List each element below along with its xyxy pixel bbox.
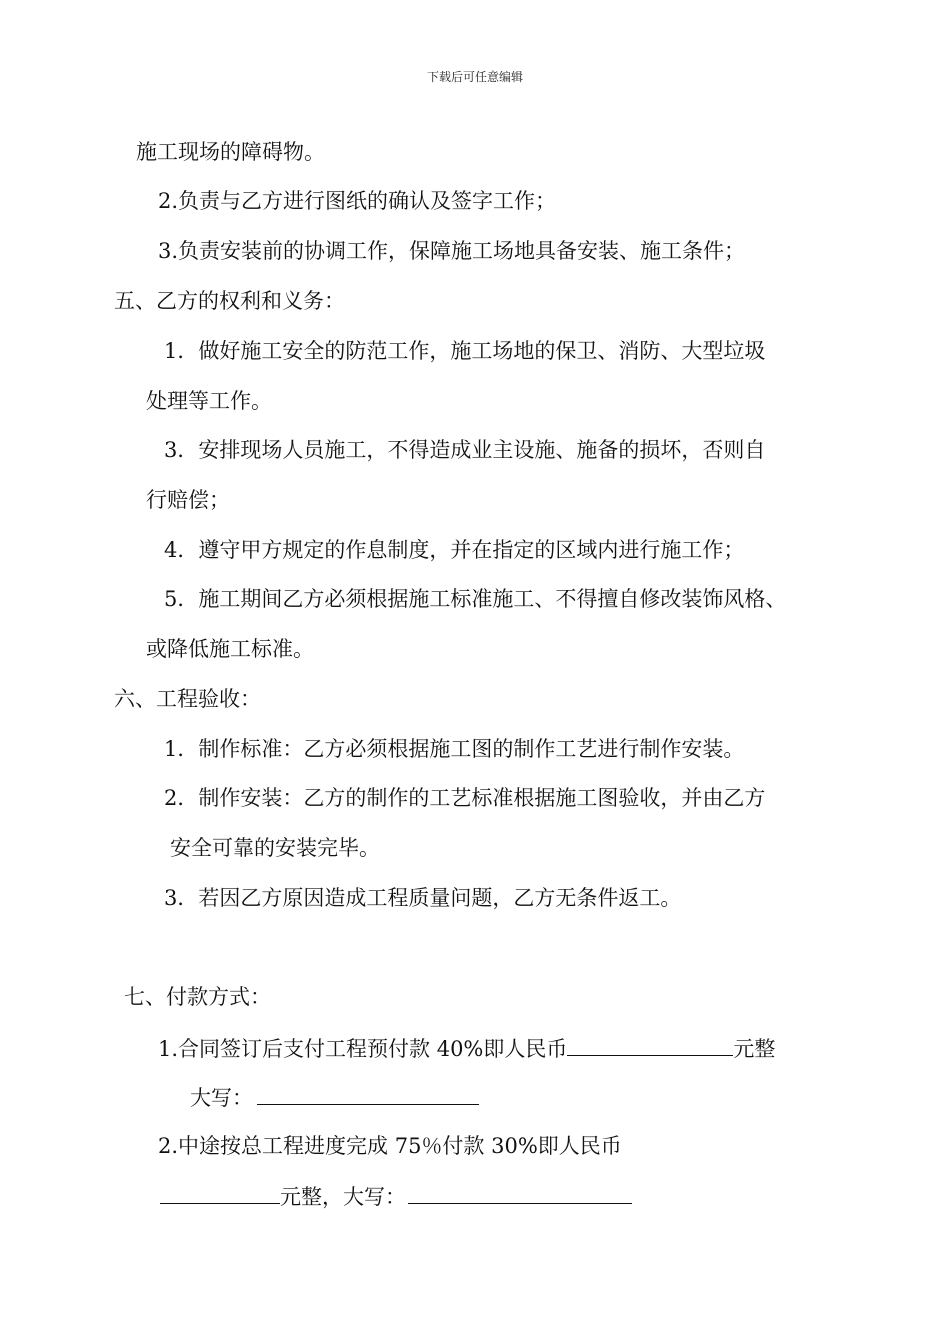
payment-line-1-capital: [190, 1082, 479, 1112]
paragraph-line: 5．施工期间乙方必须根据施工标准施工、不得擅自修改装饰风格、: [164, 587, 787, 611]
paragraph-line: 2.负责与乙方进行图纸的确认及签字工作；: [158, 189, 557, 213]
amount-blank[interactable]: [160, 1181, 280, 1204]
paragraph-line: 或降低施工标准。: [146, 637, 314, 661]
paragraph-line: 3．安排现场人员施工，不得造成业主设施、施备的损坏，否则自: [164, 438, 766, 462]
payment-line-2: [160, 1181, 632, 1211]
payment-line-2-text: 元整，大写：: [280, 1185, 406, 1209]
capital-label: 大写：: [190, 1086, 253, 1110]
paragraph-line: 1．制作标准：乙方必须根据施工图的制作工艺进行制作安装。: [164, 737, 745, 761]
paragraph-line: 3．若因乙方原因造成工程质量问题，乙方无条件返工。: [164, 886, 682, 910]
section-heading: 五、乙方的权利和义务：: [114, 289, 345, 313]
payment-line-1-text: 1.合同签订后支付工程预付款 40%即人民币: [158, 1037, 568, 1061]
section-heading: 七、付款方式：: [124, 985, 271, 1009]
payment-line-1: [158, 1033, 775, 1063]
paragraph-line: 行赔偿；: [146, 488, 230, 512]
paragraph-line: 4．遵守甲方规定的作息制度，并在指定的区域内进行施工作；: [164, 538, 745, 562]
paragraph-line: 1．做好施工安全的防范工作，施工场地的保卫、消防、大型垃圾: [164, 339, 766, 363]
paragraph-line: 3.负责安装前的协调工作，保障施工场地具备安装、施工条件；: [158, 239, 746, 263]
amount-blank[interactable]: [567, 1033, 733, 1056]
paragraph-line: 处理等工作。: [146, 389, 272, 413]
paragraph-line: 安全可靠的安装完毕。: [170, 836, 380, 860]
capital-amount-blank[interactable]: [257, 1082, 479, 1105]
paragraph-line: 2.中途按总工程进度完成 75％付款 30%即人民币: [158, 1134, 622, 1158]
payment-line-1-suffix: 元整: [733, 1037, 776, 1061]
paragraph-line: 施工现场的障碍物。: [136, 140, 325, 164]
section-heading: 六、工程验收：: [114, 687, 261, 711]
capital-amount-blank[interactable]: [408, 1181, 632, 1204]
paragraph-line: 2．制作安装：乙方的制作的工艺标准根据施工图验收，并由乙方: [164, 786, 766, 810]
page-header: 下载后可任意编辑: [426, 70, 523, 84]
